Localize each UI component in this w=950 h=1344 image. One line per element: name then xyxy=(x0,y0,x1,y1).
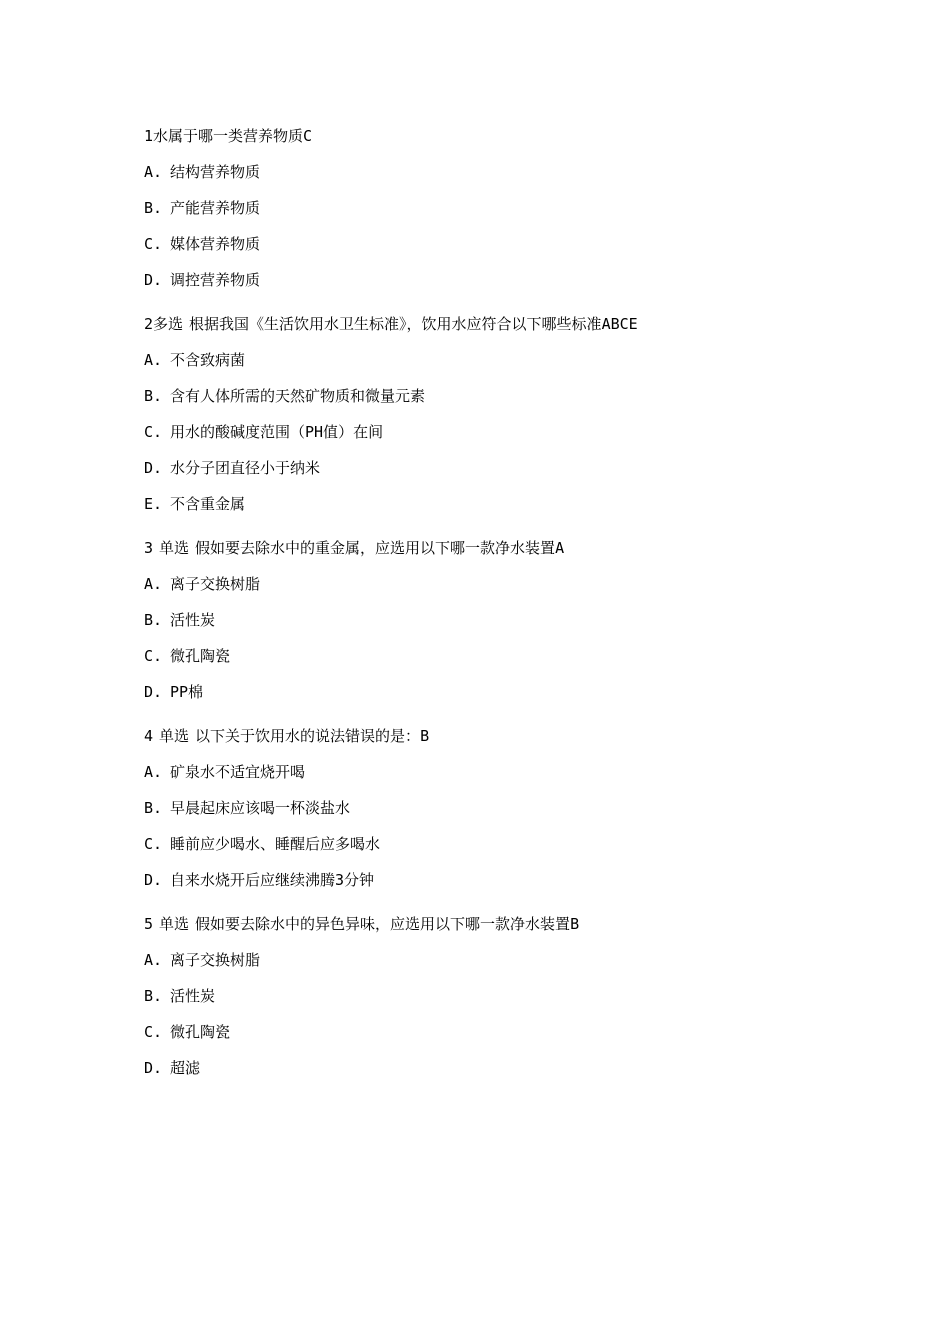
option-b xyxy=(144,386,904,406)
question-4 xyxy=(144,726,904,890)
option-text: 睡前应少喝水、睡醒后应多喝水 xyxy=(170,835,381,853)
option-text: 早晨起床应该喝一杯淡盐水 xyxy=(170,799,351,817)
option-b xyxy=(144,798,904,818)
option-text: 水分子团直径小于纳米 xyxy=(170,459,321,477)
option-b xyxy=(144,986,904,1006)
option-label: D. xyxy=(144,459,163,477)
option-d xyxy=(144,1058,904,1078)
question-number: 4 xyxy=(144,727,154,745)
option-d xyxy=(144,870,904,890)
question-stem xyxy=(144,914,904,934)
option-label: E. xyxy=(144,495,163,513)
question-stem xyxy=(144,314,904,334)
option-text: 不含致病菌 xyxy=(170,351,246,369)
option-a xyxy=(144,162,904,182)
question-number: 2 xyxy=(144,315,154,333)
option-label: A. xyxy=(144,575,163,593)
option-text: 产能营养物质 xyxy=(170,199,261,217)
option-label: A. xyxy=(144,351,163,369)
option-text: 微孔陶瓷 xyxy=(170,647,231,665)
question-number: 3 xyxy=(144,539,154,557)
option-c xyxy=(144,1022,904,1042)
option-label: D. xyxy=(144,871,163,889)
question-answer: C xyxy=(303,127,313,145)
question-answer: A xyxy=(555,539,565,557)
question-3 xyxy=(144,538,904,702)
option-label: B. xyxy=(144,387,163,405)
question-5 xyxy=(144,914,904,1078)
option-d xyxy=(144,458,904,478)
option-e xyxy=(144,494,904,514)
option-d xyxy=(144,682,904,702)
option-label: B. xyxy=(144,799,163,817)
option-text: 离子交换树脂 xyxy=(170,951,261,969)
question-number: 5 xyxy=(144,915,154,933)
question-text: 水属于哪一类营养物质 xyxy=(153,127,304,145)
option-c xyxy=(144,234,904,254)
question-text: 根据我国《生活饮用水卫生标准》，饮用水应符合以下哪些标准 xyxy=(189,315,602,333)
option-c xyxy=(144,834,904,854)
option-label: B. xyxy=(144,611,163,629)
option-text: 超滤 xyxy=(170,1059,201,1077)
option-text: 媒体营养物质 xyxy=(170,235,261,253)
question-1 xyxy=(144,126,904,290)
option-text: PP棉 xyxy=(170,683,204,701)
question-type: 单选 xyxy=(159,915,190,933)
option-label: B. xyxy=(144,199,163,217)
option-b xyxy=(144,610,904,630)
question-text: 假如要去除水中的重金属，应选用以下哪一款净水装置 xyxy=(195,539,556,557)
option-label: C. xyxy=(144,423,163,441)
option-text: 结构营养物质 xyxy=(170,163,261,181)
question-answer: ABCE xyxy=(601,315,638,333)
question-number: 1 xyxy=(144,127,154,145)
option-text: 不含重金属 xyxy=(170,495,246,513)
option-text: 自来水烧开后应继续沸腾3分钟 xyxy=(170,871,375,889)
option-label: D. xyxy=(144,1059,163,1077)
question-type: 单选 xyxy=(159,727,190,745)
option-label: D. xyxy=(144,683,163,701)
question-type: 多选 xyxy=(153,315,184,333)
question-type: 单选 xyxy=(159,539,190,557)
option-label: B. xyxy=(144,987,163,1005)
option-a xyxy=(144,574,904,594)
option-a xyxy=(144,950,904,970)
option-text: 活性炭 xyxy=(170,987,216,1005)
question-text: 以下关于饮用水的说法错误的是： xyxy=(195,727,421,745)
option-a xyxy=(144,762,904,782)
question-stem xyxy=(144,726,904,746)
question-stem xyxy=(144,538,904,558)
question-2 xyxy=(144,314,904,514)
option-text: 离子交换树脂 xyxy=(170,575,261,593)
option-c xyxy=(144,422,904,442)
option-label: C. xyxy=(144,835,163,853)
option-label: C. xyxy=(144,1023,163,1041)
option-text: 含有人体所需的天然矿物质和微量元素 xyxy=(170,387,426,405)
question-text: 假如要去除水中的异色异味，应选用以下哪一款净水装置 xyxy=(195,915,571,933)
option-label: A. xyxy=(144,163,163,181)
option-label: C. xyxy=(144,647,163,665)
option-label: A. xyxy=(144,951,163,969)
question-answer: B xyxy=(420,727,430,745)
option-a xyxy=(144,350,904,370)
option-text: 矿泉水不适宜烧开喝 xyxy=(170,763,306,781)
document-page xyxy=(144,126,904,1102)
question-answer: B xyxy=(570,915,580,933)
option-c xyxy=(144,646,904,666)
option-text: 活性炭 xyxy=(170,611,216,629)
question-stem xyxy=(144,126,904,146)
option-text: 用水的酸碱度范围（PH值）在间 xyxy=(170,423,384,441)
option-d xyxy=(144,270,904,290)
option-label: C. xyxy=(144,235,163,253)
option-label: D. xyxy=(144,271,163,289)
option-b xyxy=(144,198,904,218)
option-label: A. xyxy=(144,763,163,781)
option-text: 微孔陶瓷 xyxy=(170,1023,231,1041)
option-text: 调控营养物质 xyxy=(170,271,261,289)
